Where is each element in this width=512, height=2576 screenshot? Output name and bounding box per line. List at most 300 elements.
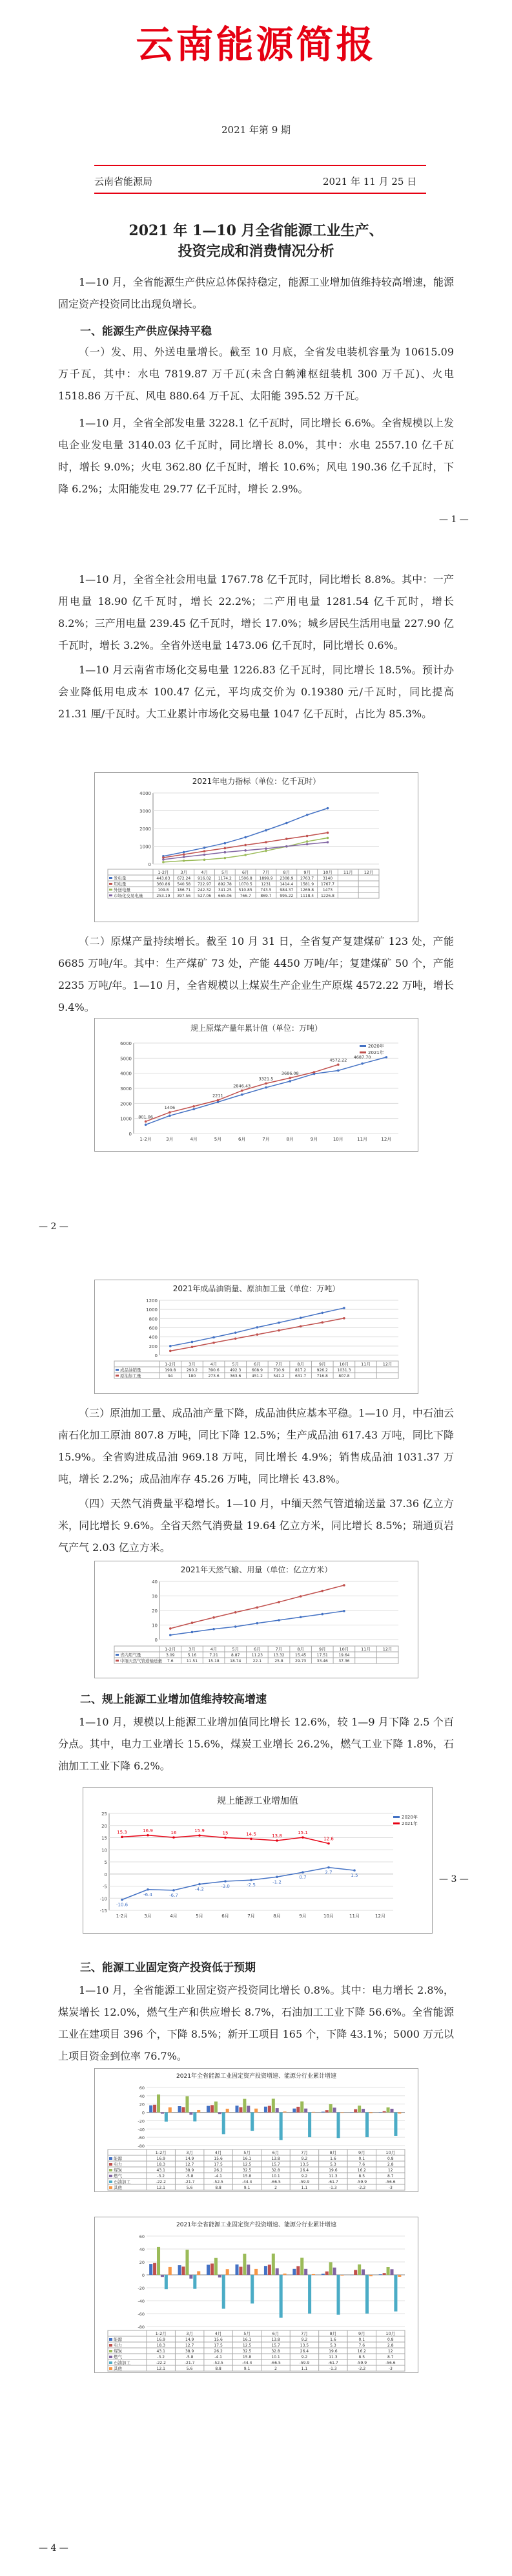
x-tick-label: 9月 xyxy=(358,2331,365,2336)
y-tick-label: -60 xyxy=(138,2135,145,2141)
chart-coal-title: 规上原煤产量年累计值（单位：万吨） xyxy=(190,1024,322,1033)
data-label-2020: -10.6 xyxy=(116,1902,128,1908)
table-cell: 26.4 xyxy=(300,2168,309,2173)
table-cell: 1174.2 xyxy=(218,876,232,881)
table-swatch xyxy=(109,2350,112,2352)
table-cell: 15.7 xyxy=(271,2343,280,2348)
table-cell: -2.2 xyxy=(358,2186,366,2190)
table-cell: -59.9 xyxy=(299,2180,310,2184)
bar xyxy=(243,2099,246,2113)
table-cell: 12.5 xyxy=(242,2343,252,2348)
page-number-3: — 3 — xyxy=(439,1874,469,1884)
bar xyxy=(394,2113,397,2136)
page-number-4: — 4 — xyxy=(39,2543,68,2553)
bar xyxy=(153,2263,156,2275)
table-cell: 16.9 xyxy=(156,2157,165,2161)
bar xyxy=(322,2112,325,2113)
bar xyxy=(304,2269,307,2275)
bar xyxy=(358,2106,361,2112)
x-tick-label: 8月 xyxy=(273,1914,281,1919)
series-line xyxy=(170,1611,344,1635)
table-cell: 38.9 xyxy=(185,2168,194,2173)
x-tick-label: 6月 xyxy=(272,2150,280,2155)
table-cell: 807.8 xyxy=(338,1374,350,1378)
table-cell: 8.7 xyxy=(387,2355,394,2360)
table-swatch xyxy=(116,1654,119,1656)
bar xyxy=(398,2113,401,2114)
legend-swatch xyxy=(393,1822,400,1824)
y-tick-label: -80 xyxy=(138,2325,145,2330)
data-label-2020: 1.5 xyxy=(351,1873,358,1879)
table-cell: 1031.3 xyxy=(337,1368,351,1373)
section-heading-3: 三、能源工业固定资产投资低于预期 xyxy=(80,1961,256,1974)
bar xyxy=(165,2113,168,2122)
bar xyxy=(304,2109,307,2113)
bar xyxy=(189,2275,192,2279)
table-cell: 10.1 xyxy=(271,2355,280,2360)
y-tick-label: 1000 xyxy=(120,1116,132,1122)
table-cell: 363.6 xyxy=(230,1374,241,1378)
bar xyxy=(247,2265,250,2275)
table-series-name: 成品油销量 xyxy=(120,1367,141,1373)
y-tick-label: -15 xyxy=(99,1908,107,1914)
bar xyxy=(222,2275,225,2309)
legend-swatch xyxy=(360,1051,366,1053)
table-cell: 12.1 xyxy=(156,2367,165,2371)
series-line xyxy=(122,1868,354,1900)
table-cell: 199.8 xyxy=(165,1368,176,1373)
table-cell: 15.6 xyxy=(214,2338,223,2342)
x-tick-label: 1-2月 xyxy=(155,2331,167,2336)
table-cell: 18.3 xyxy=(156,2343,165,2348)
x-tick-label: 1-2月 xyxy=(158,870,169,875)
table-cell: 492.3 xyxy=(230,1368,241,1373)
x-tick-label: 4月 xyxy=(214,2331,222,2336)
y-tick-label: -5 xyxy=(103,1884,107,1890)
bar xyxy=(193,2275,196,2289)
table-cell: 916.02 xyxy=(198,876,212,881)
x-tick-label: 3月 xyxy=(186,2331,193,2336)
x-tick-label: 3月 xyxy=(189,1647,196,1652)
y-tick-label: 20 xyxy=(139,2102,145,2107)
y-tick-label: -60 xyxy=(138,2312,145,2317)
table-cell: 11.51 xyxy=(186,1659,198,1663)
table-cell: 12 xyxy=(387,2168,393,2173)
table-cell: 1.1 xyxy=(301,2186,308,2190)
table-swatch xyxy=(109,2175,112,2177)
chart-invest-title: 2021年全省能源工业固定资产投资增速、能源分行业累计增速 xyxy=(176,2073,336,2080)
table-cell: 12 xyxy=(387,2349,393,2354)
bar xyxy=(178,2265,181,2275)
publisher: 云南省能源局 xyxy=(94,176,153,187)
series-line xyxy=(146,1054,387,1124)
page-number-1: — 1 — xyxy=(439,514,469,525)
y-tick-label: 400 xyxy=(148,1335,158,1340)
table-series-name: 石油加工 xyxy=(114,2179,130,2184)
bar xyxy=(276,2268,279,2275)
data-label-2021: 14.5 xyxy=(246,1832,256,1837)
chart-value-added xyxy=(83,1787,433,1934)
table-cell: 17.5 xyxy=(214,2162,223,2167)
bar xyxy=(182,2266,185,2275)
table-cell: 12.7 xyxy=(185,2343,194,2348)
bar xyxy=(280,2113,283,2140)
bar xyxy=(197,2110,200,2113)
bar xyxy=(178,2106,181,2113)
table-cell: 9.2 xyxy=(301,2355,308,2360)
bar xyxy=(296,2107,300,2113)
bar xyxy=(243,2254,246,2275)
data-label-2021: 16 xyxy=(170,1830,177,1836)
data-label-2021: 16.9 xyxy=(143,1828,153,1833)
table-cell: 397.56 xyxy=(177,894,191,898)
x-tick-label: 12月 xyxy=(381,1137,392,1142)
bar xyxy=(153,2105,156,2113)
bar xyxy=(354,2109,357,2113)
table-cell: 7.21 xyxy=(209,1653,218,1658)
legend-label: 2020年 xyxy=(402,1815,418,1820)
x-tick-label: 4月 xyxy=(170,1914,178,1919)
bar xyxy=(272,2098,275,2112)
x-tick-label: 11月 xyxy=(343,870,353,875)
table-cell: 869.7 xyxy=(260,894,272,898)
table-cell: 16.1 xyxy=(242,2157,252,2161)
bar xyxy=(390,2109,393,2113)
table-cell: 608.9 xyxy=(251,1368,263,1373)
table-cell: 631.7 xyxy=(295,1374,307,1378)
table-cell: 1506.8 xyxy=(238,876,252,881)
x-tick-label: 1-2月 xyxy=(139,1137,152,1142)
bar xyxy=(226,2269,229,2275)
table-cell: 1414.4 xyxy=(280,882,294,887)
bar xyxy=(169,2267,172,2275)
table-cell: 892.78 xyxy=(218,882,232,887)
bar xyxy=(337,2275,340,2315)
y-tick-label: 0 xyxy=(128,1132,132,1137)
x-tick-label: 5月 xyxy=(232,1647,240,1652)
table-swatch xyxy=(109,2338,112,2341)
table-swatch xyxy=(109,883,112,885)
data-label-2021: 15.9 xyxy=(194,1828,205,1834)
data-label-2020: -6.7 xyxy=(169,1892,178,1898)
chart-power-plot xyxy=(95,787,418,916)
bar xyxy=(322,2274,325,2275)
table-series-name: 其他 xyxy=(114,2366,122,2371)
bar xyxy=(185,2096,189,2113)
table-cell: 13.32 xyxy=(273,1653,285,1658)
bar xyxy=(296,2266,300,2275)
table-cell: 527.06 xyxy=(198,894,212,898)
data-label-2021: 13.8 xyxy=(272,1833,282,1839)
x-tick-label: 12月 xyxy=(364,870,374,875)
article-title-line2: 投资完成和消费情况分析 xyxy=(178,243,334,260)
bar xyxy=(379,2274,382,2275)
series-line xyxy=(122,1835,329,1844)
bar xyxy=(383,2111,386,2113)
table-cell: 1.6 xyxy=(330,2157,336,2161)
x-tick-label: 11月 xyxy=(349,1914,360,1919)
table-cell: 19.6 xyxy=(329,2168,338,2173)
table-cell: 32.5 xyxy=(242,2168,252,2173)
x-tick-label: 6月 xyxy=(254,1647,261,1652)
table-cell: 14.9 xyxy=(185,2338,194,2342)
table-cell: 13.5 xyxy=(300,2343,309,2348)
table-swatch xyxy=(109,877,112,879)
table-cell: 273.6 xyxy=(208,1374,220,1378)
table-cell: -22.2 xyxy=(156,2180,166,2184)
y-tick-label: 1000 xyxy=(139,844,151,850)
table-cell: 9.2 xyxy=(301,2157,308,2161)
table-series-name: 电力 xyxy=(114,2162,122,2167)
bar xyxy=(165,2275,168,2289)
table-cell: 9.1 xyxy=(243,2367,251,2371)
table-cell: 1226.8 xyxy=(320,894,334,898)
y-tick-label: 1000 xyxy=(146,1307,158,1313)
x-tick-label: 7月 xyxy=(262,1137,270,1142)
chart-coal-plot xyxy=(95,1033,418,1150)
bar xyxy=(312,2274,315,2275)
x-tick-label: 12月 xyxy=(382,1362,393,1367)
x-tick-label: 8月 xyxy=(297,1647,304,1652)
data-label-2020: 0.7 xyxy=(299,1875,307,1881)
table-cell: 14.9 xyxy=(185,2157,194,2161)
table-cell: 10.1 xyxy=(271,2174,280,2179)
chart-invest-detail-title: 2021年全省能源工业固定资产投资增速、能源分行业累计增速 xyxy=(176,2222,336,2228)
bar xyxy=(214,2102,218,2113)
x-tick-label: 12月 xyxy=(375,1914,385,1919)
bar xyxy=(161,2275,164,2277)
bar xyxy=(300,2258,303,2275)
table-cell: 1767.7 xyxy=(320,882,334,887)
table-cell: 541.2 xyxy=(273,1374,285,1378)
y-tick-label: 30 xyxy=(152,1594,158,1599)
y-tick-label: 10 xyxy=(101,1848,107,1853)
y-tick-label: 0 xyxy=(141,2110,145,2116)
y-tick-label: 0 xyxy=(104,1872,107,1877)
y-tick-label: 40 xyxy=(139,2247,145,2252)
chart-invest xyxy=(94,2068,418,2192)
bar xyxy=(280,2275,283,2318)
table-cell: 32.5 xyxy=(242,2349,252,2354)
bar xyxy=(169,2107,172,2113)
y-tick-label: 20 xyxy=(139,2260,145,2265)
table-cell: 995.22 xyxy=(280,894,294,898)
table-cell: 242.32 xyxy=(198,888,212,892)
table-cell: 13.8 xyxy=(271,2338,280,2342)
bar xyxy=(182,2107,185,2112)
bar xyxy=(387,2107,390,2113)
table-cell: -52.5 xyxy=(213,2361,223,2365)
y-tick-label: -40 xyxy=(138,2299,145,2304)
bar xyxy=(354,2270,357,2275)
y-tick-label: 40 xyxy=(152,1579,158,1585)
x-tick-label: 4月 xyxy=(214,2150,222,2155)
bar xyxy=(207,2106,210,2113)
data-label-2021: 15.3 xyxy=(117,1830,127,1835)
y-tick-label: 0 xyxy=(154,1353,158,1358)
x-tick-label: 1-2月 xyxy=(165,1362,176,1367)
data-label-2021: 15.1 xyxy=(298,1830,308,1836)
table-cell: -1.3 xyxy=(329,2186,337,2190)
table-cell: 984.37 xyxy=(280,888,294,892)
article-title-line1: 2021 年 1—10 月全省能源工业生产、 xyxy=(128,222,384,239)
table-cell: -3 xyxy=(388,2186,393,2190)
table-cell: -1.3 xyxy=(329,2367,337,2371)
data-label: 4687.70 xyxy=(353,1054,371,1060)
x-tick-label: 11月 xyxy=(361,1647,371,1652)
table-cell: -21.7 xyxy=(184,2180,195,2184)
bar xyxy=(333,2268,336,2275)
chart-invest-plot xyxy=(95,2080,418,2191)
table-cell: 15.18 xyxy=(208,1659,220,1663)
bar xyxy=(197,2271,200,2275)
bar xyxy=(365,2275,369,2314)
table-series-name: 其他 xyxy=(114,2185,122,2190)
table-cell: 17.5 xyxy=(214,2343,223,2348)
x-tick-label: 8月 xyxy=(297,1362,304,1367)
bar xyxy=(292,2109,296,2113)
paragraph-market-trading: 1—10 月云南省市场化交易电量 1226.83 亿千瓦时，同比增长 18.5%。预计办会业降低用电成本 100.47 亿元，平均成交价为 0.19380 元/千瓦时，同比提高 21.31 厘/千瓦时。大工业累计市场化交易电量 1047 亿千瓦时，占比为 85.3%。 xyxy=(58,664,454,720)
table-cell: 672.24 xyxy=(177,876,191,881)
data-label: 3321.5 xyxy=(258,1076,274,1082)
table-series-name: 省内用气量 xyxy=(120,1652,141,1658)
x-tick-label: 10月 xyxy=(385,2331,396,2336)
table-series-name: 燃气 xyxy=(114,2173,122,2179)
table-swatch xyxy=(109,2344,112,2347)
table-cell: -3.2 xyxy=(157,2174,165,2179)
data-label: 1406 xyxy=(164,1105,176,1111)
table-series-name: 用电量 xyxy=(114,882,127,887)
table-cell: 38.9 xyxy=(185,2349,194,2354)
table-cell: 8.7 xyxy=(387,2174,394,2179)
bar xyxy=(325,2272,329,2275)
x-tick-label: 7月 xyxy=(301,2331,308,2336)
table-cell: 2308.9 xyxy=(280,876,294,881)
table-cell: 17.51 xyxy=(316,1653,328,1658)
table-cell: 290.2 xyxy=(186,1368,198,1373)
table-cell: 5.6 xyxy=(186,2186,193,2190)
table-cell: 665.06 xyxy=(218,894,232,898)
bar xyxy=(185,2250,189,2275)
x-tick-label: 9月 xyxy=(318,1362,326,1367)
table-cell: 1269.8 xyxy=(300,888,314,892)
bar xyxy=(264,2266,267,2275)
x-tick-label: 10月 xyxy=(385,2150,396,2155)
table-cell: 29.73 xyxy=(295,1659,307,1663)
x-tick-label: 6月 xyxy=(221,1914,229,1919)
x-tick-label: 5月 xyxy=(243,2331,251,2336)
table-cell: 12.7 xyxy=(185,2162,194,2167)
x-tick-label: 6月 xyxy=(254,1362,261,1367)
bar xyxy=(254,2269,258,2275)
table-cell: 1473 xyxy=(322,888,333,892)
table-cell: 15.6 xyxy=(214,2157,223,2161)
table-cell: 13.8 xyxy=(271,2157,280,2161)
chart-invest-detail xyxy=(94,2217,418,2373)
table-cell: 1899.9 xyxy=(259,876,273,881)
x-tick-label: 10月 xyxy=(339,1362,349,1367)
table-cell: 1.1 xyxy=(301,2367,308,2371)
x-tick-label: 1-2月 xyxy=(116,1914,128,1919)
legend-swatch xyxy=(393,1816,400,1818)
legend-label: 2021年 xyxy=(402,1821,418,1826)
chart-invest-detail-plot xyxy=(95,2228,418,2372)
bar xyxy=(398,2275,401,2277)
x-tick-label: 11月 xyxy=(357,1137,368,1142)
table-cell: 1231 xyxy=(261,882,271,887)
table-cell: 12.5 xyxy=(242,2162,252,2167)
y-tick-label: -20 xyxy=(138,2118,145,2124)
paragraph-consumption: 1—10 月，全省全社会用电量 1767.78 亿千瓦时，同比增长 8.8%。其中：一产用电量 18.90 亿千瓦时，增长 22.2%；二产用电量 1281.54 亿千瓦时，增长 8.2%；三产用电量 239.45 亿千瓦时，增长 17.0%；城乡居民生活用电量 227.90 亿千瓦时，增长 3.2%。全省外送电量 1473.06 亿千瓦时，同比增长 0.6%。 xyxy=(58,573,454,651)
bar xyxy=(283,2111,287,2112)
data-label: 2846.43 xyxy=(233,1083,251,1089)
table-cell: -5.8 xyxy=(185,2355,194,2360)
table-cell: 5.3 xyxy=(330,2343,336,2348)
table-cell: 2 xyxy=(274,2367,277,2371)
bar xyxy=(251,2275,254,2303)
bar xyxy=(394,2275,397,2312)
table-cell: 186.71 xyxy=(177,888,191,892)
table-swatch xyxy=(109,2163,112,2166)
table-cell: 25.8 xyxy=(274,1659,283,1663)
data-label: 2211 xyxy=(212,1093,223,1099)
bar xyxy=(276,2108,279,2112)
table-cell: 766.7 xyxy=(240,894,251,898)
chart-oil xyxy=(94,1280,418,1394)
bar xyxy=(362,2270,365,2275)
table-cell: 716.8 xyxy=(316,1374,328,1378)
table-swatch xyxy=(116,1375,119,1377)
table-cell: 926.2 xyxy=(316,1368,328,1373)
table-cell: 9.2 xyxy=(301,2174,308,2179)
table-cell: -66.5 xyxy=(271,2180,281,2184)
bar xyxy=(283,2274,287,2275)
y-tick-label: 25 xyxy=(101,1811,107,1817)
table-cell: 7.6 xyxy=(358,2162,365,2167)
table-cell: 94 xyxy=(167,1374,173,1378)
table-series-name: 煤炭 xyxy=(114,2168,122,2173)
x-tick-label: 5月 xyxy=(243,2150,251,2155)
bar xyxy=(149,2264,152,2275)
bar xyxy=(308,2275,311,2314)
bar xyxy=(333,2107,336,2112)
y-tick-label: 4000 xyxy=(120,1071,132,1077)
table-cell: -3 xyxy=(388,2367,393,2371)
table-series-name: 原油加工量 xyxy=(120,1373,141,1378)
bar xyxy=(379,2112,382,2113)
y-tick-label: 1200 xyxy=(146,1298,158,1304)
x-tick-label: 3月 xyxy=(144,1914,152,1919)
x-tick-label: 3月 xyxy=(166,1137,174,1142)
table-cell: 5.6 xyxy=(186,2367,193,2371)
bar xyxy=(235,2106,238,2112)
table-cell: 3140 xyxy=(322,876,333,881)
x-tick-label: 9月 xyxy=(318,1647,326,1652)
bar xyxy=(272,2254,275,2275)
table-series-name: 发电量 xyxy=(114,876,127,881)
table-cell: 15.8 xyxy=(242,2355,252,2360)
x-tick-label: 6月 xyxy=(272,2331,280,2336)
bar xyxy=(214,2258,218,2275)
x-tick-label: 4月 xyxy=(190,1137,198,1142)
paragraph-coal: （二）原煤产量持续增长。截至 10 月 31 日，全省复产复建煤矿 123 处，产能 6685 万吨/年。其中：生产煤矿 73 处，产能 4450 万吨/年；复建煤矿 50 个，产能 2235 万吨/年。1—10 月，全省规模以上煤炭生产企业生产原煤 4572.22 万吨，增长 9.4%。 xyxy=(58,935,454,1013)
data-label-2020: -3.0 xyxy=(221,1884,230,1889)
bar xyxy=(210,2264,214,2275)
table-cell: -22.2 xyxy=(156,2361,166,2365)
table-cell: 743.5 xyxy=(260,888,272,892)
table-cell: 3.09 xyxy=(166,1653,175,1658)
bar xyxy=(292,2269,296,2275)
